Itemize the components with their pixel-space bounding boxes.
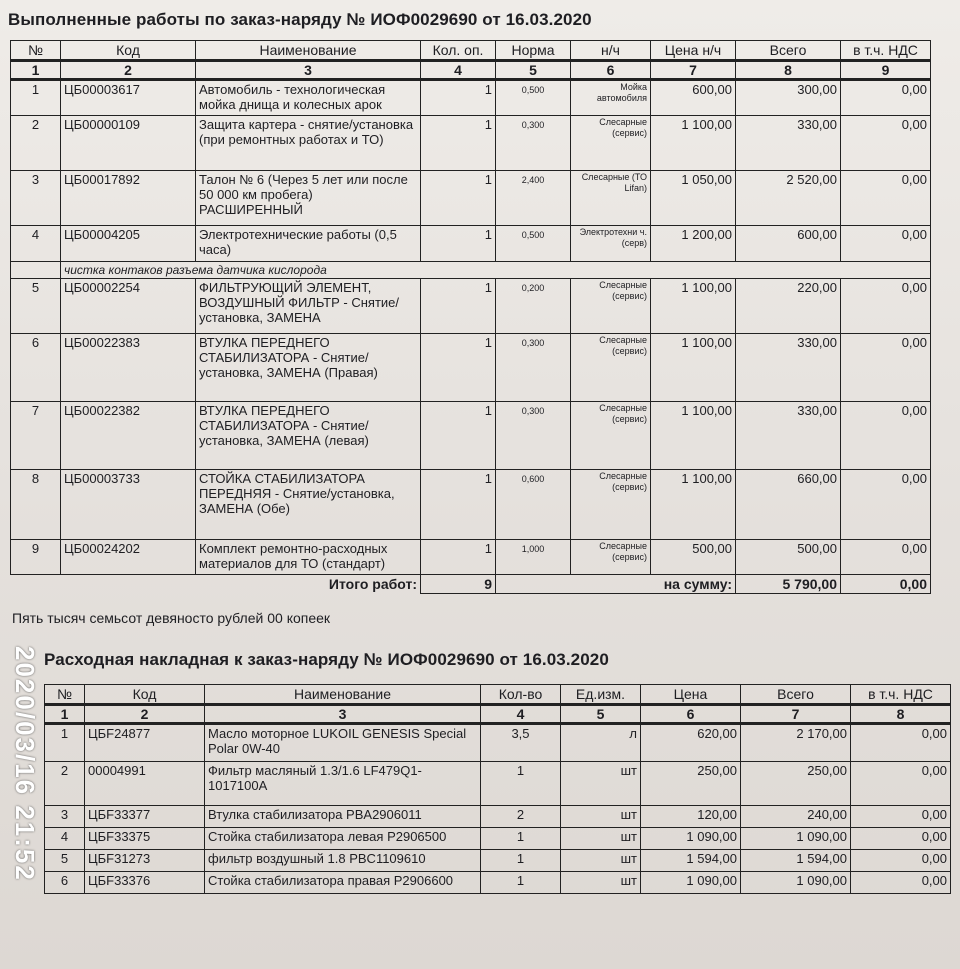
part-row — [45, 762, 951, 806]
cell-vat: 0,00 — [841, 171, 931, 226]
cell-norm: 0,500 — [496, 226, 571, 262]
cell-name: Масло моторное LUKOIL GENESIS Special Polar 0W-40 — [205, 724, 481, 762]
cell-norm: 0,600 — [496, 470, 571, 540]
cell-name: Защита картера - снятие/установка (при ремонтных работах и ТО) — [196, 116, 421, 171]
cell-price: 1 100,00 — [651, 279, 736, 334]
cell-type: Слесарные (сервис) — [571, 116, 651, 171]
column-header: Ед.изм. — [561, 685, 641, 705]
column-header: Всего — [741, 685, 851, 705]
cell-n: 2 — [45, 762, 85, 806]
cell-vat: 0,00 — [851, 806, 951, 828]
cell-n: 1 — [45, 724, 85, 762]
cell-vat: 0,00 — [851, 762, 951, 806]
column-number: 6 — [571, 61, 651, 80]
cell-price: 600,00 — [651, 80, 736, 116]
amount-in-words: Пять тысяч семьсот девяносто рублей 00 копеек — [12, 610, 331, 626]
work-row — [11, 226, 931, 262]
cell-n: 2 — [11, 116, 61, 171]
cell-total: 330,00 — [736, 402, 841, 470]
cell-qty: 1 — [481, 762, 561, 806]
cell-vat: 0,00 — [851, 872, 951, 894]
column-header: н/ч — [571, 41, 651, 61]
column-number: 2 — [85, 705, 205, 724]
column-number: 9 — [841, 61, 931, 80]
cell-price: 1 090,00 — [641, 872, 741, 894]
works-total-row — [11, 575, 931, 594]
column-number: 4 — [421, 61, 496, 80]
column-number: 6 — [641, 705, 741, 724]
cell-qty: 1 — [421, 279, 496, 334]
cell-type: Мойка автомобиля — [571, 80, 651, 116]
cell-total: 1 090,00 — [741, 872, 851, 894]
cell-name: Втулка стабилизатора PBA2906011 — [205, 806, 481, 828]
cell-n: 4 — [45, 828, 85, 850]
cell-qty: 1 — [421, 116, 496, 171]
works-title: Выполненные работы по заказ-наряду № ИОФ0029690 от 16.03.2020 — [8, 10, 592, 29]
work-row — [11, 402, 931, 470]
cell-qty: 1 — [481, 872, 561, 894]
total-label: Итого работ: — [11, 575, 421, 594]
column-number: 5 — [561, 705, 641, 724]
cell-name: Электротехнические работы (0,5 часа) — [196, 226, 421, 262]
part-row — [45, 872, 951, 894]
part-row — [45, 806, 951, 828]
cell-qty: 1 — [481, 828, 561, 850]
column-header: в т.ч. НДС — [851, 685, 951, 705]
column-number: 1 — [45, 705, 85, 724]
cell-name: Фильтр масляный 1.3/1.6 LF479Q1-1017100A — [205, 762, 481, 806]
column-header: Кол-во — [481, 685, 561, 705]
note-spacer — [11, 262, 61, 279]
cell-price: 1 100,00 — [651, 116, 736, 171]
part-row — [45, 850, 951, 872]
sum-vat: 0,00 — [841, 575, 931, 594]
cell-name: Комплект ремонтно-расходных материалов для ТО (стандарт) — [196, 540, 421, 575]
cell-code: ЦБ00004205 — [61, 226, 196, 262]
cell-qty: 1 — [421, 334, 496, 402]
cell-total: 220,00 — [736, 279, 841, 334]
cell-code: ЦБ00000109 — [61, 116, 196, 171]
cell-total: 500,00 — [736, 540, 841, 575]
cell-name: СТОЙКА СТАБИЛИЗАТОРА ПЕРЕДНЯЯ - Снятие/установка, ЗАМЕНА (Обе) — [196, 470, 421, 540]
cell-n: 8 — [11, 470, 61, 540]
cell-code: ЦБ00003617 — [61, 80, 196, 116]
cell-total: 300,00 — [736, 80, 841, 116]
cell-qty: 1 — [421, 171, 496, 226]
column-number: 4 — [481, 705, 561, 724]
cell-qty: 1 — [421, 226, 496, 262]
cell-qty: 2 — [481, 806, 561, 828]
cell-code: 00004991 — [85, 762, 205, 806]
part-row — [45, 828, 951, 850]
cell-code: ЦБ00022383 — [61, 334, 196, 402]
works-table — [10, 40, 931, 594]
work-note-row — [11, 262, 931, 279]
cell-vat: 0,00 — [851, 850, 951, 872]
cell-unit: шт — [561, 872, 641, 894]
column-header: в т.ч. НДС — [841, 41, 931, 61]
cell-type: Слесарные (ТО Lifan) — [571, 171, 651, 226]
work-row — [11, 540, 931, 575]
cell-price: 1 100,00 — [651, 334, 736, 402]
cell-name: фильтр воздушный 1.8 PBC1109610 — [205, 850, 481, 872]
cell-vat: 0,00 — [841, 402, 931, 470]
photo-timestamp: 2020/03/16 21:52 — [10, 646, 40, 882]
work-row — [11, 116, 931, 171]
cell-name: ВТУЛКА ПЕРЕДНЕГО СТАБИЛИЗАТОРА - Снятие/установка, ЗАМЕНА (Правая) — [196, 334, 421, 402]
cell-type: Слесарные (сервис) — [571, 470, 651, 540]
cell-n: 5 — [11, 279, 61, 334]
cell-code: ЦБF33375 — [85, 828, 205, 850]
work-note: чистка контаков разъема датчика кислорода — [61, 262, 931, 279]
cell-n: 4 — [11, 226, 61, 262]
cell-qty: 1 — [421, 470, 496, 540]
work-row — [11, 171, 931, 226]
column-header: Код — [85, 685, 205, 705]
cell-norm: 0,200 — [496, 279, 571, 334]
cell-total: 330,00 — [736, 116, 841, 171]
cell-total: 330,00 — [736, 334, 841, 402]
cell-qty: 1 — [481, 850, 561, 872]
column-header: Норма — [496, 41, 571, 61]
cell-n: 3 — [11, 171, 61, 226]
column-header: Код — [61, 41, 196, 61]
work-row — [11, 470, 931, 540]
cell-qty: 1 — [421, 402, 496, 470]
cell-unit: шт — [561, 762, 641, 806]
cell-price: 250,00 — [641, 762, 741, 806]
cell-price: 620,00 — [641, 724, 741, 762]
cell-price: 120,00 — [641, 806, 741, 828]
cell-unit: шт — [561, 828, 641, 850]
cell-type: Электротехни ч.(серв) — [571, 226, 651, 262]
cell-vat: 0,00 — [841, 279, 931, 334]
cell-code: ЦБF33376 — [85, 872, 205, 894]
cell-norm: 0,500 — [496, 80, 571, 116]
cell-code: ЦБ00002254 — [61, 279, 196, 334]
cell-code: ЦБF31273 — [85, 850, 205, 872]
column-number: 8 — [851, 705, 951, 724]
column-number: 7 — [651, 61, 736, 80]
cell-code: ЦБF24877 — [85, 724, 205, 762]
column-header: Наименование — [205, 685, 481, 705]
cell-code: ЦБ00024202 — [61, 540, 196, 575]
cell-vat: 0,00 — [841, 226, 931, 262]
cell-norm: 1,000 — [496, 540, 571, 575]
column-header: Цена — [641, 685, 741, 705]
cell-total: 600,00 — [736, 226, 841, 262]
column-header: № — [45, 685, 85, 705]
cell-qty: 1 — [421, 80, 496, 116]
part-row — [45, 724, 951, 762]
column-number: 3 — [196, 61, 421, 80]
cell-n: 1 — [11, 80, 61, 116]
cell-name: ВТУЛКА ПЕРЕДНЕГО СТАБИЛИЗАТОРА - Снятие/установка, ЗАМЕНА (левая) — [196, 402, 421, 470]
cell-norm: 0,300 — [496, 334, 571, 402]
parts-table — [44, 684, 951, 894]
cell-total: 1 594,00 — [741, 850, 851, 872]
cell-name: Стойка стабилизатора левая P2906500 — [205, 828, 481, 850]
cell-price: 1 200,00 — [651, 226, 736, 262]
cell-unit: шт — [561, 850, 641, 872]
column-number: 2 — [61, 61, 196, 80]
cell-type: Слесарные (сервис) — [571, 334, 651, 402]
parts-section — [0, 646, 960, 894]
cell-total: 240,00 — [741, 806, 851, 828]
cell-vat: 0,00 — [841, 470, 931, 540]
parts-title: Расходная накладная к заказ-наряду № ИОФ0029690 от 16.03.2020 — [44, 650, 609, 669]
total-count: 9 — [421, 575, 496, 594]
cell-type: Слесарные (сервис) — [571, 402, 651, 470]
cell-type: Слесарные (сервис) — [571, 279, 651, 334]
cell-price: 1 594,00 — [641, 850, 741, 872]
cell-total: 2 520,00 — [736, 171, 841, 226]
cell-price: 1 090,00 — [641, 828, 741, 850]
cell-price: 1 050,00 — [651, 171, 736, 226]
cell-total: 660,00 — [736, 470, 841, 540]
cell-code: ЦБF33377 — [85, 806, 205, 828]
column-number: 1 — [11, 61, 61, 80]
cell-code: ЦБ00017892 — [61, 171, 196, 226]
cell-total: 2 170,00 — [741, 724, 851, 762]
cell-name: Стойка стабилизатора правая P2906600 — [205, 872, 481, 894]
cell-vat: 0,00 — [841, 540, 931, 575]
cell-vat: 0,00 — [851, 724, 951, 762]
sum-total: 5 790,00 — [736, 575, 841, 594]
cell-n: 6 — [45, 872, 85, 894]
cell-vat: 0,00 — [841, 80, 931, 116]
cell-type: Слесарные (сервис) — [571, 540, 651, 575]
cell-qty: 3,5 — [481, 724, 561, 762]
cell-vat: 0,00 — [851, 828, 951, 850]
work-row — [11, 279, 931, 334]
column-header: Цена н/ч — [651, 41, 736, 61]
cell-code: ЦБ00022382 — [61, 402, 196, 470]
cell-name: Автомобиль - технологическая мойка днища и колесных арок — [196, 80, 421, 116]
cell-price: 1 100,00 — [651, 470, 736, 540]
work-row — [11, 80, 931, 116]
column-number: 7 — [741, 705, 851, 724]
cell-n: 3 — [45, 806, 85, 828]
cell-name: Талон № 6 (Через 5 лет или после 50 000 км пробега) РАСШИРЕННЫЙ — [196, 171, 421, 226]
cell-price: 1 100,00 — [651, 402, 736, 470]
cell-unit: шт — [561, 806, 641, 828]
cell-vat: 0,00 — [841, 334, 931, 402]
cell-unit: л — [561, 724, 641, 762]
cell-qty: 1 — [421, 540, 496, 575]
column-header: Кол. оп. — [421, 41, 496, 61]
sum-label: на сумму: — [496, 575, 736, 594]
cell-n: 7 — [11, 402, 61, 470]
cell-vat: 0,00 — [841, 116, 931, 171]
column-header: Всего — [736, 41, 841, 61]
cell-norm: 0,300 — [496, 402, 571, 470]
column-number: 3 — [205, 705, 481, 724]
column-number: 5 — [496, 61, 571, 80]
cell-norm: 0,300 — [496, 116, 571, 171]
cell-total: 250,00 — [741, 762, 851, 806]
column-header: № — [11, 41, 61, 61]
cell-n: 9 — [11, 540, 61, 575]
cell-total: 1 090,00 — [741, 828, 851, 850]
work-row — [11, 334, 931, 402]
column-number: 8 — [736, 61, 841, 80]
cell-n: 5 — [45, 850, 85, 872]
cell-name: ФИЛЬТРУЮЩИЙ ЭЛЕМЕНТ, ВОЗДУШНЫЙ ФИЛЬТР - Снятие/установка, ЗАМЕНА — [196, 279, 421, 334]
column-header: Наименование — [196, 41, 421, 61]
cell-norm: 2,400 — [496, 171, 571, 226]
cell-n: 6 — [11, 334, 61, 402]
cell-code: ЦБ00003733 — [61, 470, 196, 540]
cell-price: 500,00 — [651, 540, 736, 575]
